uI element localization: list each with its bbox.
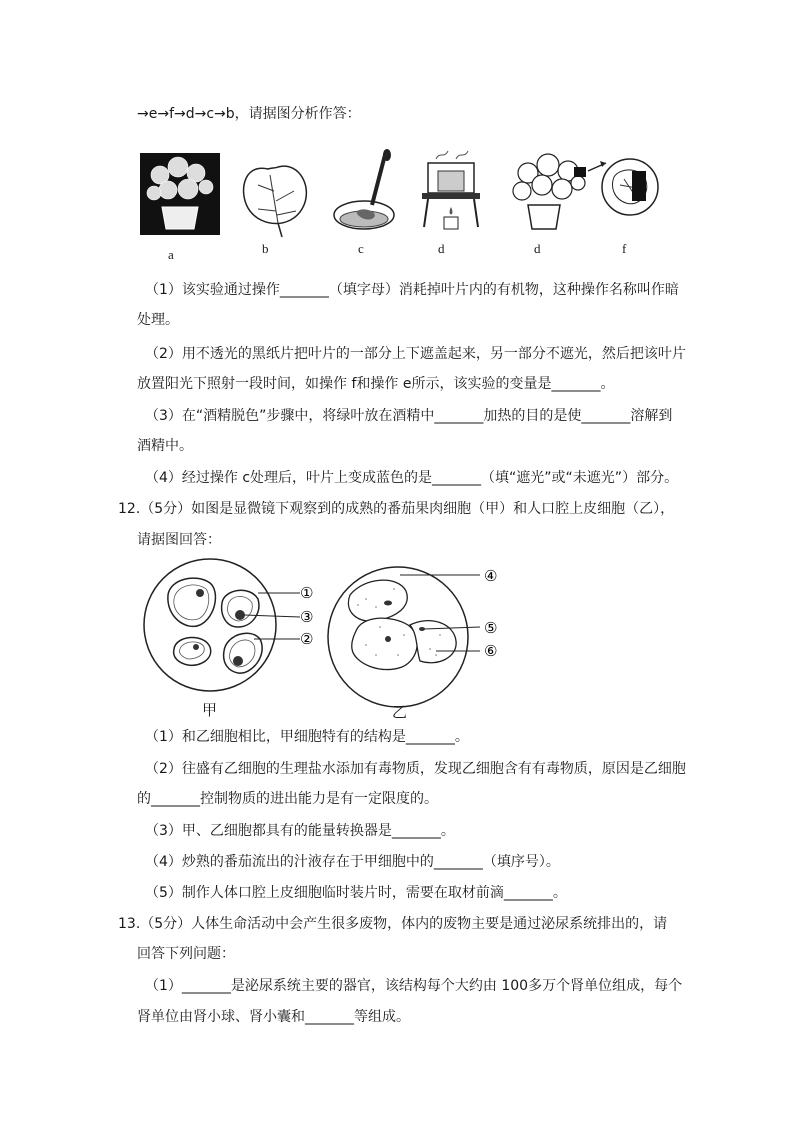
arrow-icon [588,161,606,171]
q11-sub1-line2: 处理。 [137,312,179,328]
intro-line: →e→f→d→c→b，请据图分析作答： [137,106,361,122]
cheek-cells-diagram [328,567,480,707]
figure-label-b: b [262,241,269,256]
petri-dish-dropper-image [334,149,394,229]
figure-label-d2: d [534,241,541,256]
tomato-pulp-cells-diagram [144,559,300,691]
q13-stem-line1: 13.（5分）人体生命活动中会产生很多废物，体内的废物主要是通过泌尿系统排出的，请 [118,916,668,932]
marker-5: ⑤ [484,619,498,637]
dark-treated-plant-image [140,153,220,235]
q11-sub1-line1: （1）该实验通过操作_______（填字母）消耗掉叶片内的有机物，这种操作名称叫作暗 [145,282,679,298]
figure-label-f: f [622,241,627,256]
cell-figure-svg [140,555,520,725]
q12-sub4: （4）炒熟的番茄流出的汁液存在于甲细胞中的_______（填序号）。 [145,854,560,870]
q11-sub2-line2: 放置阳光下照射一段时间，如操作 f和操作 e所示，该实验的变量是_______。 [137,376,615,392]
q12-sub5: （5）制作人体口腔上皮细胞临时装片时，需要在取材前滴_______。 [145,885,567,901]
marker-4: ④ [484,567,498,585]
potted-plant-image [513,154,586,229]
q11-sub3-line2: 酒精中。 [137,438,193,454]
marker-3: ③ [300,608,314,626]
q13-sub1-line1: （1）_______是泌尿系统主要的器官，该结构每个大约由 100多万个肾单位组成，每个 [145,978,683,994]
marker-2: ② [300,630,314,648]
q12-sub1: （1）和乙细胞相比，甲细胞特有的结构是_______。 [145,729,469,745]
label-yi: 乙 [392,703,408,721]
label-jia: 甲 [202,701,218,719]
leaf-b-image [244,166,307,237]
figure-label-d1: d [438,241,445,256]
water-bath-image [422,151,480,229]
q13-stem-line2: 回答下列问题： [137,946,235,962]
marker-1: ① [300,584,314,602]
figure-label-a: a [168,247,174,262]
covered-leaf-image [602,159,658,215]
q11-sub3-line1: （3）在“酒精脱色”步骤中，将绿叶放在酒精中_______加热的目的是使_______溶解到 [145,408,673,424]
figure-label-c: c [358,241,364,256]
experiment-figure [130,145,670,265]
marker-6: ⑥ [484,642,498,660]
experiment-figure-svg [130,145,670,265]
q12-stem-line2: 请据图回答： [137,532,221,548]
q11-sub4: （4）经过操作 c处理后，叶片上变成蓝色的是_______（填“遮光”或“未遮光”）部分。 [145,470,679,486]
q12-stem-line1: 12.（5分）如图是显微镜下观察到的成熟的番茄果肉细胞（甲）和人口腔上皮细胞（乙）， [118,501,675,517]
q13-sub1-line2: 肾单位由肾小球、肾小囊和_______等组成。 [137,1009,410,1025]
q12-sub2-line1: （2）往盛有乙细胞的生理盐水添加有毒物质，发现乙细胞含有有毒物质，原因是乙细胞 [145,761,686,777]
q11-sub2-line1: （2）用不透光的黑纸片把叶片的一部分上下遮盖起来，另一部分不遮光，然后把该叶片 [145,346,686,362]
q12-sub2-line2: 的_______控制物质的进出能力是有一定限度的。 [137,791,438,807]
q12-sub3: （3）甲、乙细胞都具有的能量转换器是_______。 [145,823,455,839]
cell-figure [140,555,520,725]
